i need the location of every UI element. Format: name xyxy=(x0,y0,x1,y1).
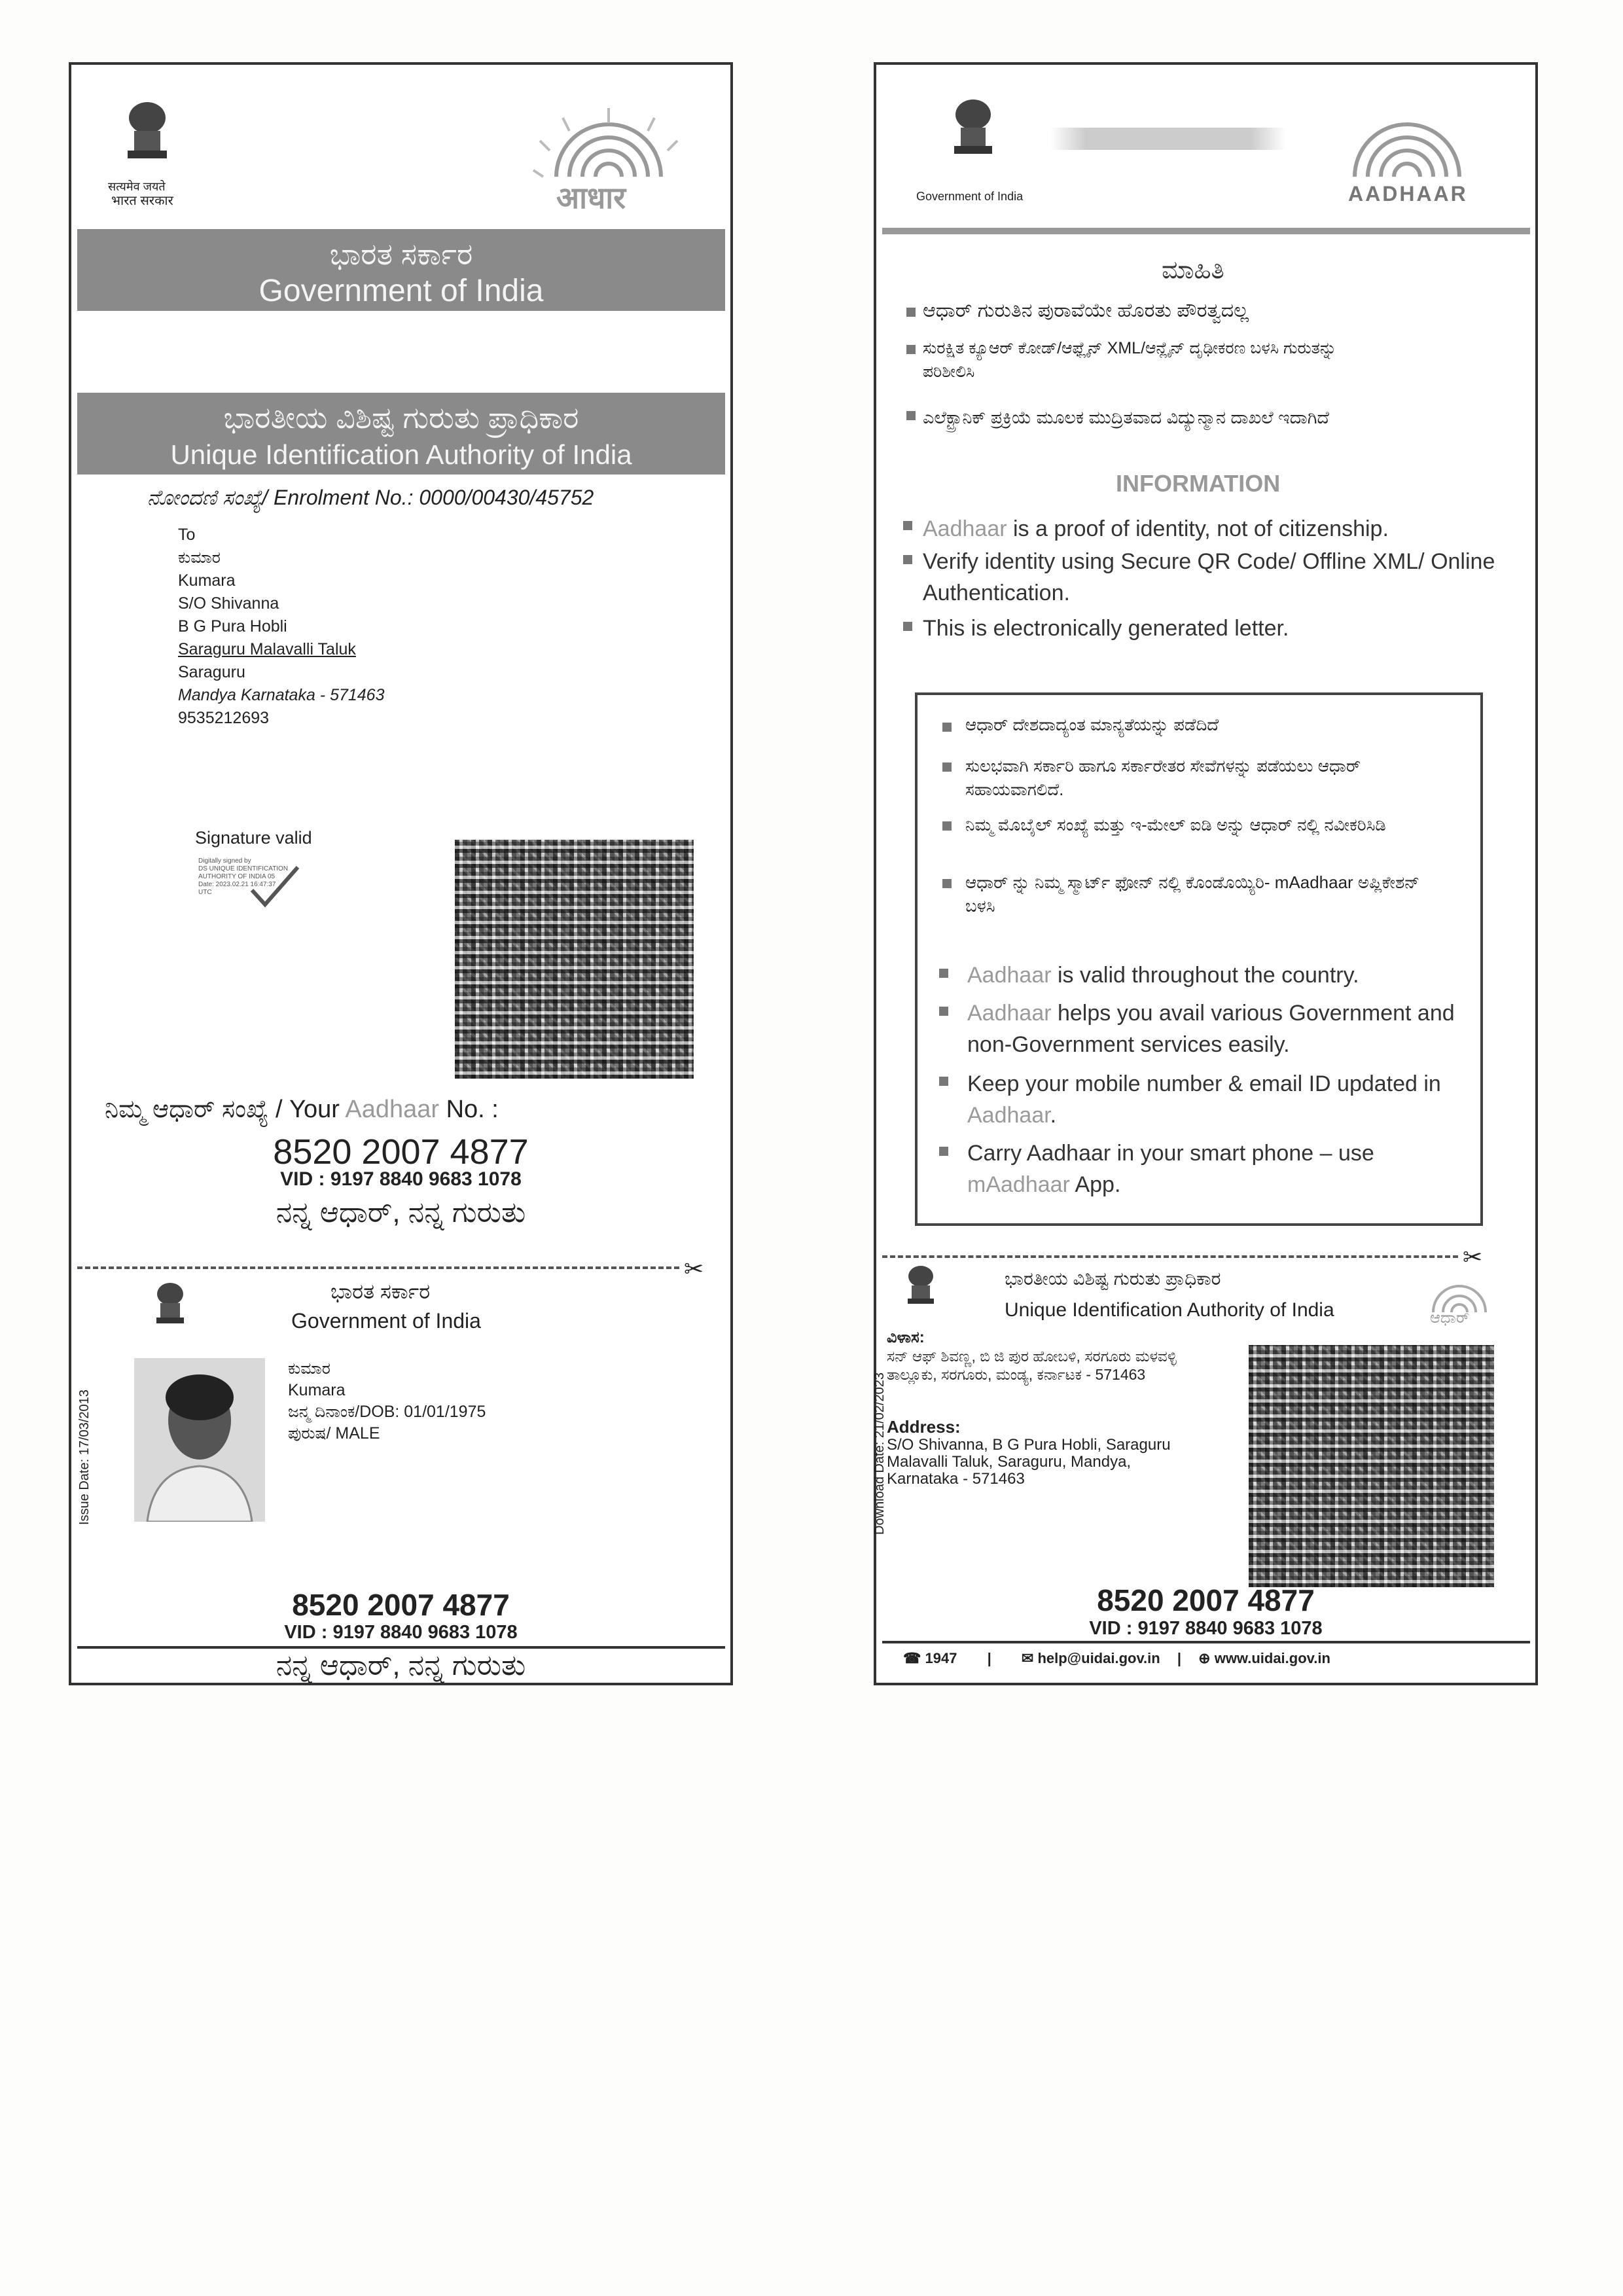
uidai-kannada: ಭಾರತೀಯ ವಿಶಿಷ್ಟ ಗುರುತು ಪ್ರಾಧಿಕಾರ xyxy=(223,401,579,435)
info-en-1 xyxy=(923,513,1512,545)
card-uidai-english: Unique Identification Authority of India xyxy=(1005,1299,1334,1321)
bullet-icon xyxy=(903,555,912,564)
right-emblem-icon xyxy=(942,95,1005,183)
aadhaar-number: 8520 2007 4877 xyxy=(273,1132,529,1172)
info-kn-2: ಸುರಕ್ಷಿತ ಕ್ಯೂಆರ್ ಕೋಡ್/ಆಫ್ಲೈನ್ XML/ಆನ್ಲೈನ್ ದೃಢೀಕರಣ ಬಳಸಿ ಗುರುತನ್ನು ಪರಿಶೀಲಿಸಿ xyxy=(923,339,1337,381)
aadhaar-no-label xyxy=(105,1093,499,1126)
box-kn-4: ಆಧಾರ್ ನ್ನು ನಿಮ್ಮ ಸ್ಮಾರ್ಟ್ ಫೋನ್ ನಲ್ಲಿ ಕೊಂಡೊಯ್ಯಿರಿ- mAadhaar ಅಪ್ಲಿಕೇಶನ್ ಬಳಸಿ xyxy=(965,872,1420,916)
bullet-icon xyxy=(939,969,948,978)
card-emblem-icon xyxy=(147,1280,193,1342)
box-en-4 xyxy=(967,1138,1465,1200)
aadhaar-no-label-word: Aadhaar xyxy=(345,1096,440,1123)
card-aadhaar-number: 8520 2007 4877 xyxy=(1097,1583,1315,1617)
uidai-banner xyxy=(77,393,725,475)
box-en-2 xyxy=(967,997,1465,1060)
qr-code xyxy=(455,840,694,1079)
phone-icon: ☎ xyxy=(903,1650,921,1666)
card-logo-text: ಆಧಾರ್ xyxy=(1430,1309,1470,1327)
gov-banner xyxy=(77,229,725,311)
box-en-1-text: is valid throughout the country. xyxy=(1051,963,1359,988)
box-en-1 xyxy=(967,960,1465,991)
card-qr-code xyxy=(1249,1345,1494,1587)
aadhaar-no-label-sep: / Your xyxy=(268,1096,346,1123)
card-gov-english: Government of India xyxy=(291,1309,481,1333)
emblem-icon xyxy=(115,98,180,183)
tagline: ನನ್ನ ಆಧಾರ್, ನನ್ನ ಗುರುತು xyxy=(276,1196,526,1229)
address-block xyxy=(178,524,385,730)
box-en-1-hl: Aadhaar xyxy=(967,963,1052,988)
aadhaar-no-label-kannada: ನಿಮ್ಮ ಆಧಾರ್ ಸಂಖ್ಯೆ xyxy=(105,1096,269,1123)
address-kannada: ಸನ್ ಆಫ್ ಶಿವಣ್ಣ, ಬಿ ಜಿ ಪುರ ಹೋಬಳಿ, ಸರಗೂರು ಮಳವಳ್ಳಿ ತಾಲ್ಲೂಕು, ಸರಗೂರು, ಮಂಡ್ಯ, ಕರ್ನಾಟಕ - 571463 xyxy=(887,1348,1177,1383)
bullet-icon xyxy=(903,521,912,530)
card-vid: VID : 9197 8840 9683 1078 xyxy=(1089,1618,1323,1639)
card-tagline: ನನ್ನ ಆಧಾರ್, ನನ್ನ ಗುರುತು xyxy=(276,1649,526,1681)
card-details xyxy=(288,1358,486,1444)
box-kn-1: ಆಧಾರ್ ದೇಶದಾದ್ಯಂತ ಮಾನ್ಯತೆಯನ್ನು ಪಡೆದಿದೆ xyxy=(965,715,1219,734)
right-aadhaar-logo-icon xyxy=(1329,105,1486,183)
bullet-icon xyxy=(942,879,952,888)
address-line: ಕುಮಾರ xyxy=(178,548,221,567)
card-uidai-kannada: ಭಾರತೀಯ ವಿಶಿಷ್ಟ ಗುರುತು ಪ್ರಾಧಿಕಾರ xyxy=(1005,1268,1221,1289)
card-emblem-icon xyxy=(900,1263,942,1322)
info-kn-1: ಆಧಾರ್ ಗುರುತಿನ ಪುರಾವೆಯೇ ಹೊರತು ಪೌರತ್ವದಲ್ಲ xyxy=(923,300,1249,321)
footer: ☎ 1947 | ✉ help@uidai.gov.in | ⊕ www.uidai.gov.in xyxy=(903,1650,1330,1666)
aadhaar-no-label-end: No. : xyxy=(439,1096,499,1123)
card-name-kannada: ಕುಮಾರ xyxy=(288,1359,331,1378)
info-en-1-text: is a proof of identity, not of citizenship. xyxy=(1007,516,1389,541)
footer-rule xyxy=(882,1641,1530,1643)
box-en-2-text: helps you avail various Government and non-Government services easily. xyxy=(967,1001,1455,1057)
issue-date: Issue Date: 17/03/2013 xyxy=(77,1390,92,1525)
info-kn-3: ಎಲೆಕ್ಟ್ರಾನಿಕ್ ಪ್ರಕ್ರಿಯೆ ಮೂಲಕ ಮುದ್ರಿತವಾದ ವಿದ್ಯುನ್ಮಾನ ದಾಖಲೆ ಇದಾಗಿದೆ xyxy=(923,408,1329,427)
bullet-icon xyxy=(942,821,952,831)
info-en-3: This is electronically generated letter. xyxy=(923,616,1289,641)
blurred-strip xyxy=(1050,128,1286,150)
box-en-3: Keep your mobile number & email ID updated in Aadhaar. xyxy=(967,1071,1441,1128)
address-line: Mandya Karnataka - 571463 xyxy=(178,686,385,704)
download-date: Download Date: 21/02/2023 xyxy=(872,1372,887,1535)
box-en-3-hl: Aadhaar xyxy=(967,1103,1050,1128)
box-en-4-end: App. xyxy=(1069,1172,1121,1197)
info-en-2: Verify identity using Secure QR Code/ Offline XML/ Online Authentication. xyxy=(923,549,1495,605)
phone-number: 1947 xyxy=(925,1650,957,1666)
box-en-2-hl: Aadhaar xyxy=(967,1001,1052,1026)
gov-kannada: ಭಾರತ ಸರ್ಕಾರ xyxy=(329,237,473,271)
box-kn-2: ಸುಲಭವಾಗಿ ಸರ್ಕಾರಿ ಹಾಗೂ ಸರ್ಕಾರೇತರ ಸೇವೆಗಳನ್ನು ಪಡೆಯಲು ಆಧಾರ್ ಸಹಾಯವಾಗಲಿದೆ. xyxy=(965,756,1361,799)
gov-english: Government of India xyxy=(259,274,544,308)
web-link[interactable]: www.uidai.gov.in xyxy=(1214,1650,1330,1666)
web-icon: ⊕ xyxy=(1198,1650,1211,1666)
address-line: To xyxy=(178,526,196,544)
card-aadhaar-number: 8520 2007 4877 xyxy=(292,1588,510,1622)
address-line: Saraguru Malavalli Taluk xyxy=(178,640,356,658)
info-title-kannada: ಮಾಹಿತಿ xyxy=(1162,257,1224,284)
scissors-icon: ✂ xyxy=(1463,1244,1483,1270)
address-line: S/O Shivanna xyxy=(178,594,279,613)
address-label-english: Address: xyxy=(887,1417,961,1437)
signature-small-text: Digitally signed by DS UNIQUE IDENTIFICATION AUTHORITY OF INDIA 05 Date: 2023.02.21 16:47:37 UTC xyxy=(198,857,289,896)
email-link[interactable]: help@uidai.gov.in xyxy=(1037,1650,1160,1666)
bullet-icon xyxy=(939,1007,948,1016)
box-en-3-text: Keep your mobile number & email ID updated in xyxy=(967,1071,1441,1096)
enrolment-number: 0000/00430/45752 xyxy=(419,486,594,509)
bullet-icon xyxy=(939,1147,948,1156)
card-dob: ಜನ್ಮ ದಿನಾಂಕ/DOB: 01/01/1975 xyxy=(288,1403,486,1421)
card-name-english: Kumara xyxy=(288,1381,346,1399)
address-line: 9535212693 xyxy=(178,709,270,727)
address-line: Kumara xyxy=(178,571,236,590)
cut-line xyxy=(77,1266,679,1269)
emblem-caption: भारत सरकार xyxy=(111,194,173,208)
right-emblem-caption: Government of India xyxy=(916,190,1024,203)
box-en-4-hl: mAadhaar xyxy=(967,1172,1070,1197)
signature-label: Signature valid xyxy=(195,828,312,848)
enrolment-label: ನೋಂದಣಿ ಸಂಖ್ಯೆ/ Enrolment No.: xyxy=(147,486,414,509)
header-rule xyxy=(882,228,1530,234)
aadhaar-logo-text: आधार xyxy=(556,181,626,215)
address-label-kannada: ವಿಳಾಸ: xyxy=(887,1329,925,1346)
address-line: Saraguru xyxy=(178,663,245,681)
bullet-icon xyxy=(906,308,916,317)
card-vid: VID : 9197 8840 9683 1078 xyxy=(284,1622,518,1643)
right-aadhaar-logo-text: AADHAAR xyxy=(1348,182,1468,206)
bullet-icon xyxy=(903,622,912,631)
signature-check-icon xyxy=(249,864,301,913)
uidai-english: Unique Identification Authority of India xyxy=(170,439,632,470)
info-title-english: INFORMATION xyxy=(1116,470,1281,497)
bullet-icon xyxy=(906,345,916,354)
scissors-icon: ✂ xyxy=(684,1255,704,1282)
bullet-icon xyxy=(942,762,952,772)
email-icon: ✉ xyxy=(1021,1650,1034,1666)
card-gov-kannada: ಭಾರತ ಸರ್ಕಾರ xyxy=(330,1280,431,1303)
vid-number: VID : 9197 8840 9683 1078 xyxy=(280,1168,522,1190)
enrolment-line xyxy=(147,483,594,512)
address-english: S/O Shivanna, B G Pura Hobli, Saraguru Malavalli Taluk, Saraguru, Mandya, Karnataka - 571463 xyxy=(887,1436,1171,1488)
bullet-icon xyxy=(906,411,916,420)
bullet-icon xyxy=(939,1077,948,1086)
cut-line xyxy=(882,1255,1458,1258)
card-vid-underline xyxy=(77,1646,725,1649)
address-line: B G Pura Hobli xyxy=(178,617,287,636)
info-en-1-hl: Aadhaar xyxy=(923,516,1007,541)
photo xyxy=(134,1358,265,1522)
box-kn-3: ನಿಮ್ಮ ಮೊಬೈಲ್ ಸಂಖ್ಯೆ ಮತ್ತು ಇ-ಮೇಲ್ ಐಡಿ ಅನ್ನು ಆಧಾರ್ ನಲ್ಲಿ ನವೀಕರಿಸಿಡಿ xyxy=(965,815,1386,834)
emblem-motto: सत्यमेव जयते xyxy=(108,180,166,193)
card-gender: ಪುರುಷ/ MALE xyxy=(288,1424,380,1443)
box-en-4-text: Carry Aadhaar in your smart phone – use xyxy=(967,1141,1374,1166)
bullet-icon xyxy=(942,723,952,732)
